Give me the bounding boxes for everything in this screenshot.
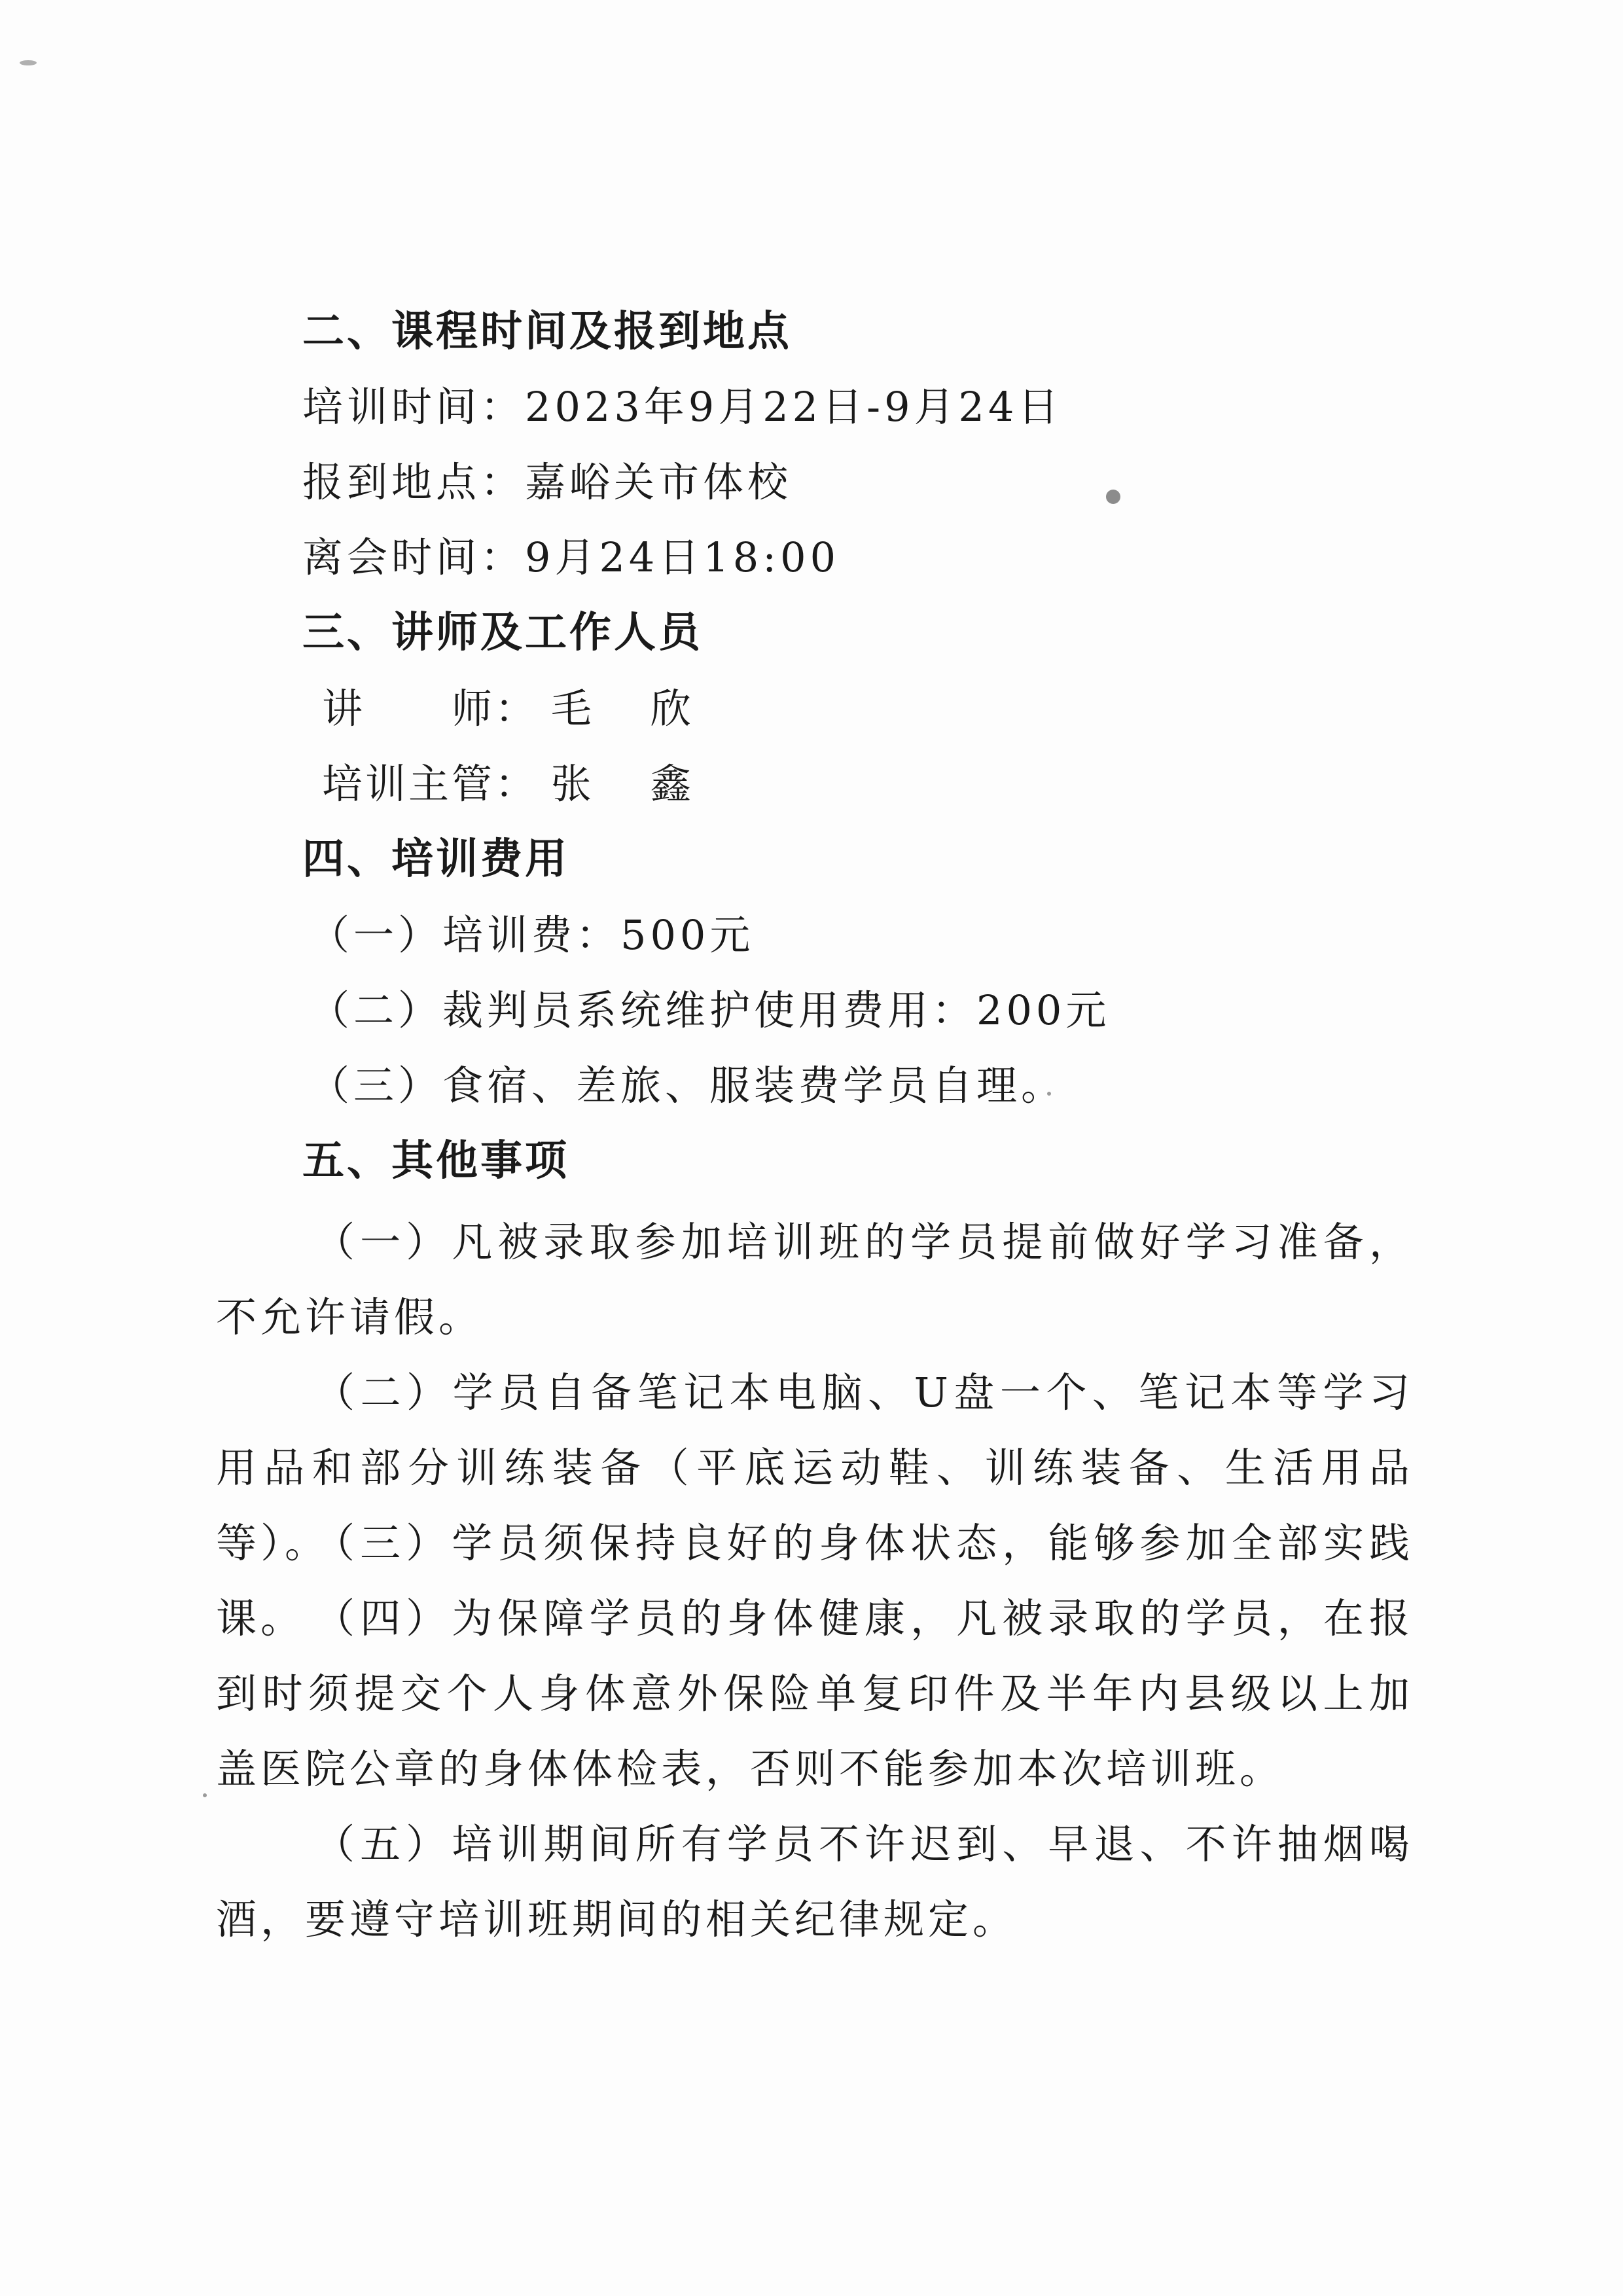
notice-item: （一）凡被录取参加培训班的学员提前做好学习准备，不允许请假。 [216,1218,1414,1341]
notice-item: （四）为保障学员的身体健康，凡被录取的学员，在报到时须提交个人身体意外保险单复印件及半年内县级以上加盖医院公章的身体体检表，否则不能参加本次培训班。 [216,1594,1414,1793]
section-heading: 三、讲师及工作人员 [302,609,703,657]
staff-row-manager [322,758,700,810]
notice-item: （二）学员自备笔记本电脑、U盘一个、笔记本等学习用品和部分训练装备（平底运动鞋、训练装备、生活用品等）。 [216,1369,1414,1567]
section-heading: 二、课程时间及报到地点 [302,308,792,356]
staff-row-lecturer [322,683,700,735]
departure-time: 离会时间：9月24日18:00 [302,533,840,581]
fee-item: （三）食宿、差旅、服装费学员自理。 [309,1062,1066,1109]
scan-speck [203,1793,207,1797]
staff-name: 毛 欣 [550,685,700,732]
staff-name: 张 鑫 [550,760,700,808]
fee-item: （一）培训费：500元 [309,911,755,959]
notice-item: （三）学员须保持良好的身体状态，能够参加全部实践课。 [216,1519,1414,1642]
fee-item: （二）裁判员系统维护使用费用：200元 [309,986,1111,1034]
scan-speck [20,60,37,65]
staff-label: 讲 师： [322,685,539,732]
notice-item: （五）培训期间所有学员不许迟到、早退、不许抽烟喝酒，要遵守培训班期间的相关纪律规定。 [216,1820,1414,1943]
training-time: 培训时间：2023年9月22日-9月24日 [302,383,1063,431]
section-heading: 五、其他事项 [302,1137,569,1185]
section-heading: 四、培训费用 [302,835,569,884]
report-location: 报到地点：嘉峪关市体校 [302,458,793,506]
staff-label: 培训主管： [322,760,539,808]
scan-speck [1106,490,1120,504]
